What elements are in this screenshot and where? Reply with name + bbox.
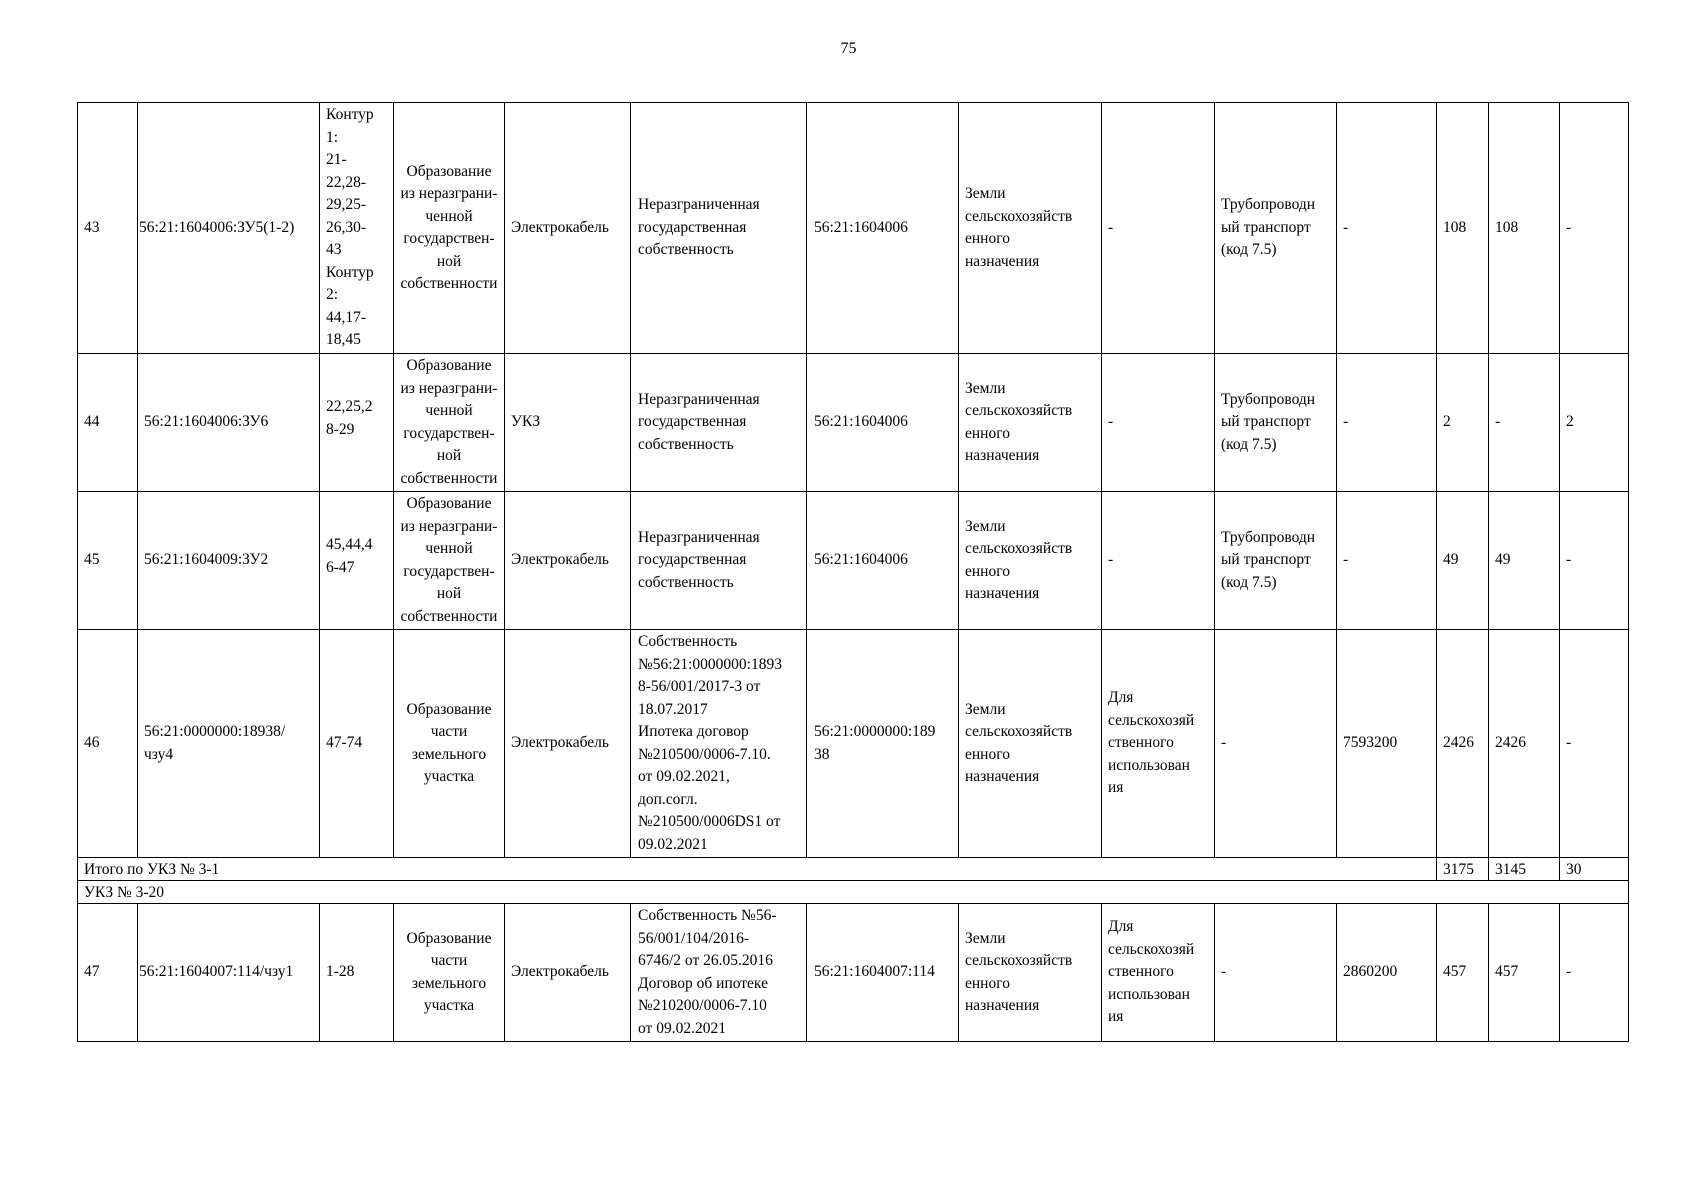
row-number: 44	[78, 354, 138, 492]
formation-type: Образование из неразграни- ченной государствен- ной собственности	[394, 103, 505, 354]
object-name: Электрокабель	[505, 630, 631, 858]
land-plots-table	[77, 102, 1629, 1042]
object-name: Электрокабель	[505, 904, 631, 1042]
point-numbers: 47-74	[320, 630, 394, 858]
point-numbers: 22,25,2 8-29	[320, 354, 394, 492]
cadastral-number: 56:21:1604007:114/чзу1	[138, 904, 320, 1042]
point-numbers: 1-28	[320, 904, 394, 1042]
group-label: УКЗ № 3-20	[78, 881, 1629, 904]
permitted-use: -	[1102, 354, 1215, 492]
object-name: УКЗ	[505, 354, 631, 492]
cadastral-cost: -	[1337, 354, 1437, 492]
area-total: 2	[1437, 354, 1489, 492]
area-total: 108	[1437, 103, 1489, 354]
permitted-use: -	[1102, 103, 1215, 354]
total-row	[78, 858, 1629, 881]
ownership-info: Неразграниченная государственная собственность	[631, 103, 807, 354]
cadastral-number: 56:21:1604006:ЗУ5(1-2)	[138, 103, 320, 354]
ownership-info: Неразграниченная государственная собственность	[631, 492, 807, 630]
permitted-use: -	[1102, 492, 1215, 630]
area-temporary: 457	[1489, 904, 1560, 1042]
cadastral-quarter: 56:21:1604006	[807, 103, 959, 354]
area-temporary: 49	[1489, 492, 1560, 630]
area-temporary: 2426	[1489, 630, 1560, 858]
cadastral-number: 56:21:1604009:ЗУ2	[138, 492, 320, 630]
table-row	[78, 904, 1629, 1042]
cadastral-number: 56:21:1604006:ЗУ6	[138, 354, 320, 492]
cadastral-cost: 7593200	[1337, 630, 1437, 858]
permitted-use: Для сельскохозяй ственного использован ия	[1102, 904, 1215, 1042]
total-label: Итого по УКЗ № 3-1	[78, 858, 1437, 881]
table-row	[78, 492, 1629, 630]
cadastral-quarter: 56:21:1604006	[807, 492, 959, 630]
area-total: 2426	[1437, 630, 1489, 858]
table-row	[78, 630, 1629, 858]
ownership-info: Неразграниченная государственная собственность	[631, 354, 807, 492]
page-number: 75	[840, 40, 857, 57]
point-numbers: 45,44,4 6-47	[320, 492, 394, 630]
area-permanent: -	[1560, 904, 1629, 1042]
cadastral-quarter: 56:21:1604006	[807, 354, 959, 492]
land-category: Земли сельскохозяйств енного назначения	[959, 103, 1102, 354]
table-row	[78, 103, 1629, 354]
new-permitted-use: Трубопроводн ый транспорт (код 7.5)	[1215, 492, 1337, 630]
object-name: Электрокабель	[505, 492, 631, 630]
land-category: Земли сельскохозяйств енного назначения	[959, 492, 1102, 630]
area-permanent: 2	[1560, 354, 1629, 492]
permitted-use: Для сельскохозяй ственного использован ия	[1102, 630, 1215, 858]
formation-type: Образование части земельного участка	[394, 630, 505, 858]
cadastral-number: 56:21:0000000:18938/ чзу4	[138, 630, 320, 858]
new-permitted-use: Трубопроводн ый транспорт (код 7.5)	[1215, 103, 1337, 354]
total-area-total: 3175	[1437, 858, 1489, 881]
new-permitted-use: -	[1215, 630, 1337, 858]
land-category: Земли сельскохозяйств енного назначения	[959, 354, 1102, 492]
total-area-temporary: 3145	[1489, 858, 1560, 881]
formation-type: Образование из неразграни- ченной государствен- ной собственности	[394, 354, 505, 492]
area-temporary: 108	[1489, 103, 1560, 354]
cadastral-cost: -	[1337, 492, 1437, 630]
point-numbers: Контур 1: 21- 22,28- 29,25- 26,30- 43 Контур 2: 44,17- 18,45	[320, 103, 394, 354]
ownership-info: Собственность №56- 56/001/104/2016- 6746/2 от 26.05.2016 Договор об ипотеке №210200/0006-7.10 от 09.02.2021	[631, 904, 807, 1042]
area-temporary: -	[1489, 354, 1560, 492]
formation-type: Образование из неразграни- ченной государствен- ной собственности	[394, 492, 505, 630]
new-permitted-use: -	[1215, 904, 1337, 1042]
row-number: 47	[78, 904, 138, 1042]
new-permitted-use: Трубопроводн ый транспорт (код 7.5)	[1215, 354, 1337, 492]
row-number: 46	[78, 630, 138, 858]
cadastral-quarter: 56:21:0000000:189 38	[807, 630, 959, 858]
total-area-permanent: 30	[1560, 858, 1629, 881]
table-row	[78, 354, 1629, 492]
ownership-info: Собственность №56:21:0000000:1893 8-56/001/2017-3 от 18.07.2017 Ипотека договор №210500/0006-7.10. от 09.02.2021, доп.согл. №210500/0006DS1 от 09.02.2021	[631, 630, 807, 858]
cadastral-quarter: 56:21:1604007:114	[807, 904, 959, 1042]
cadastral-cost: -	[1337, 103, 1437, 354]
row-number: 45	[78, 492, 138, 630]
formation-type: Образование части земельного участка	[394, 904, 505, 1042]
area-permanent: -	[1560, 630, 1629, 858]
area-total: 457	[1437, 904, 1489, 1042]
cadastral-cost: 2860200	[1337, 904, 1437, 1042]
land-category: Земли сельскохозяйств енного назначения	[959, 630, 1102, 858]
object-name: Электрокабель	[505, 103, 631, 354]
area-total: 49	[1437, 492, 1489, 630]
group-header-row	[78, 881, 1629, 904]
area-permanent: -	[1560, 492, 1629, 630]
area-permanent: -	[1560, 103, 1629, 354]
land-category: Земли сельскохозяйств енного назначения	[959, 904, 1102, 1042]
row-number: 43	[78, 103, 138, 354]
